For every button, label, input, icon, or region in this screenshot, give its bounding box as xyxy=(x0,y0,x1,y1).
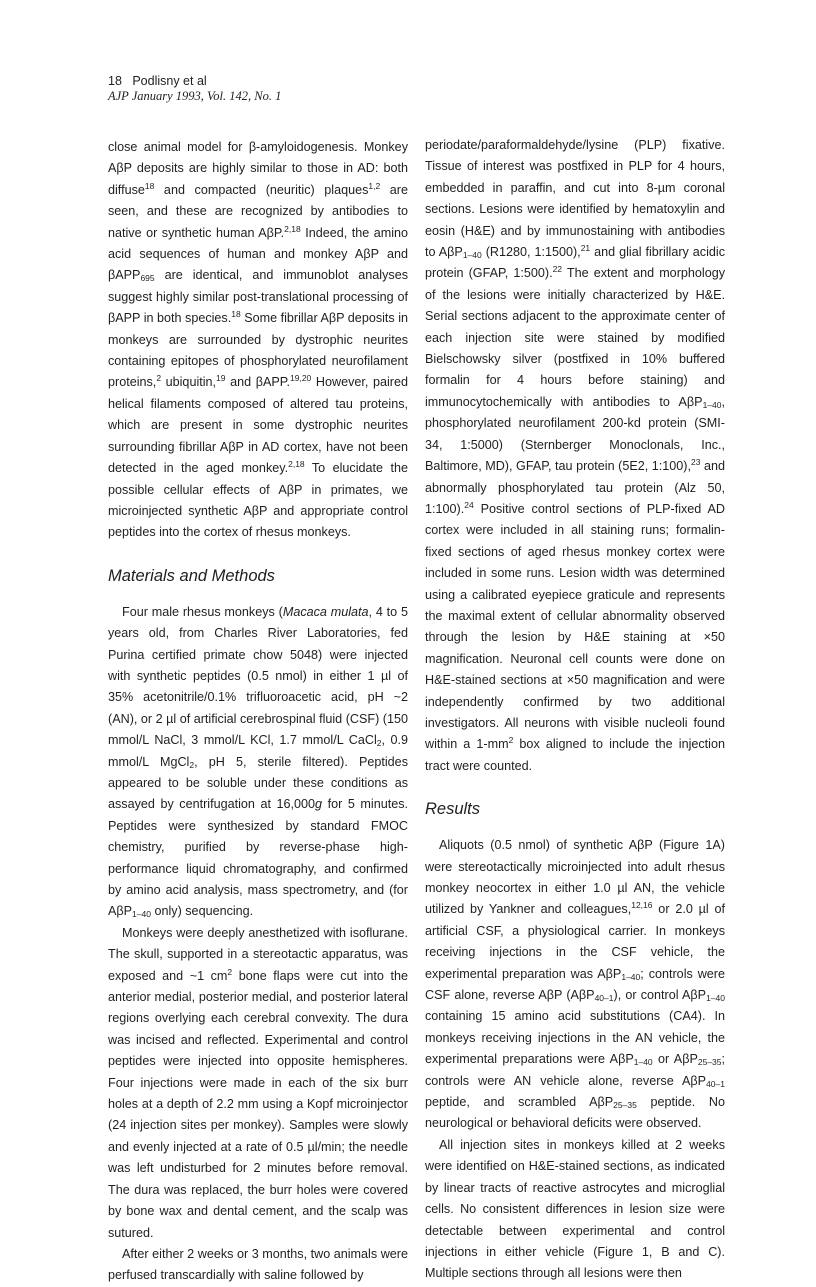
section-heading-results: Results xyxy=(425,800,481,819)
results-paragraph: Aliquots (0.5 nmol) of synthetic AβP (Figure 1A) were stereotactically microinjected into adult rhesus monkey neocortex in either 1.0 µl AN, the vehicle utilized by Yankner and colleagues,$^{12,16}$ or 2.0 µl of artificial CSF, a physiological carrier. In monkeys receiving injections in the CSF vehicle, the experimental preparation was AβP$_{1-40}$; controls were CSF alone, reverse AβP (AβP$_{40-1}$), or control AβP$_{1-40}$ containing 15 amino acid substitutions (CA4). In monkeys receiving injections in the AN vehicle, the experimental preparations were AβP$_{1-40}$ or AβP$_{25-35}$; controls were AN vehicle alone, reverse AβP$_{40-1}$ peptide, and scrambled AβP$_{25-35}$ peptide. No neurological or behavioral deficits were observed. xyxy=(425,838,726,1131)
header-authors: Podlisny et al xyxy=(132,74,207,88)
methods-paragraph: Four male rhesus monkeys (Macaca mulata, 4 to 5 years old, from Charles River Laboratories, fed Purina certified primate chow 5048) were injected with synthetic peptides (0.5 nmol) in either 1 µl of 35% acetonitrile/0.1% trifluoroacetic acid, pH ~2 (AN), or 2 µl of artificial cerebrospinal fluid (CSF) (150 mmol/L NaCl, 3 mmol/L KCl, 1.7 mmol/L CaCl$_2$, 0.9 mmol/L MgCl$_2$, pH 5, sterile filtered). Peptides appeared to be soluble under these conditions as assayed by centrifugation at 16,000g for 5 minutes. Peptides were synthesized by standard FMOC chemistry, purified by reverse-phase high-performance liquid chromatography, and confirmed by amino acid analysis, mass spectrometry, and (for AβP$_{1-40}$ only) sequencing. xyxy=(108,604,409,920)
section-heading-methods: Materials and Methods xyxy=(108,566,275,585)
methods-paragraph: After either 2 weeks or 3 months, two animals were perfused transcardially with saline followed by xyxy=(108,1246,408,1283)
page-number: 18 xyxy=(108,74,122,88)
left-column xyxy=(108,137,408,1287)
running-header xyxy=(108,74,281,104)
methods-paragraph: Monkeys were deeply anesthetized with isoflurane. The skull, supported in a stereotactic apparatus, was exposed and ~1 $cm^2$ bone flaps were cut into the anterior medial, posterior medial, and posterior lateral regions overlying each cerebral convexity. The dura was incised and reflected. Experimental and control peptides were injected into opposite hemispheres. Four injections were made in each of the six burr holes at a depth of 2.2 mm using a Kopf microinjector (24 injection sites per monkey). Samples were slowly and evenly injected at a rate of 0.5 µl/min; the needle was left undisturbed for 2 minutes before removal. The dura was replaced, the burr holes were covered by bone wax and dental cement, and the scalp was sutured. xyxy=(108,925,408,1240)
methods-paragraph-continued: periodate/paraformaldehyde/lysine (PLP) fixative. Tissue of interest was postfixed in PLP for 4 hours, embedded in paraffin, and cut into 8-µm coronal sections. Lesions were identified by hematoxylin and eosin (H&E) and by immunostaining with antibodies to AβP$_{1-40}$ (R1280, 1:1500),$^{21}$ and glial fibrillary acidic protein (GFAP, 1:500).$^{22}$ The extent and morphology of the lesions were initially characterized by H&E. Serial sections adjacent to the approximate center of each injection site were stained by modified Bielschowsky silver (postfixed in 10% buffered formalin for 4 hours before staining) and immunocytochemically with antibodies to AβP$_{1-40}$, phosphorylated neurofilament 200-kd protein (SMI-34, 1:5000) (Sternberger Monoclonals, Inc., Baltimore, MD), GFAP, tau protein (5E2, 1:100),$^{23}$ and abnormally phosphorylated tau protein (Alz 50, 1:100).$^{24}$ Positive control sections of PLP-fixed AD cortex were included in all staining runs; formalin-fixed sections of aged rhesus monkey cortex were included in some runs. Lesion width was determined using a calibrated eyepiece graticule and represents the maximal extent of cellular abnormality observed through the lesion by H&E staining at ×50 magnification. Neuronal cell counts were done on H&E-stained sections at ×50 magnification and were independently confirmed by two additional investigators. All neurons with visible nucleoli found within a $1-mm^2$ box aligned to include the injection tract were counted. xyxy=(425,138,725,773)
results-paragraph: All injection sites in monkeys killed at 2 weeks were identified on H&E-stained sections, as indicated by linear tracts of reactive astrocytes and microglial cells. No consistent differences in lesion size were detectable between experimental and control injections in either vehicle (Figure 1, B and C). Multiple sections through all lesions were then xyxy=(425,1137,725,1281)
right-column xyxy=(425,135,725,1285)
intro-paragraph: close animal model for β-amyloidogenesis. Monkey AβP deposits are highly similar to those in AD: both diffuse$^{18}$ and compacted (neuritic) plaques$^{1,2}$ are seen, and these are recognized by antibodies to native or synthetic human AβP.$^{2,18}$ Indeed, the amino acid sequences of human and monkey AβP and βAPP$_{695}$ are identical, and immunoblot analyses suggest highly similar post-translational processing of βAPP in both species.$^{18}$ Some fibrillar AβP deposits in monkeys are surrounded by dystrophic neurites containing epitopes of phosphorylated neurofilament proteins,$^2$ ubiquitin,$^{19}$ and βAPP.$^{19,20}$ However, paired helical filaments composed of altered tau proteins, which are present in some dystrophic neurites surrounding fibrillar AβP in AD cortex, have not been detected in the aged monkey.$^{2,18}$ To elucidate the possible cellular effects of AβP in primates, we microinjected synthetic AβP and appropriate control peptides into the cortex of rhesus monkeys. xyxy=(108,140,409,540)
header-journal: AJP January 1993, Vol. 142, No. 1 xyxy=(108,89,282,103)
